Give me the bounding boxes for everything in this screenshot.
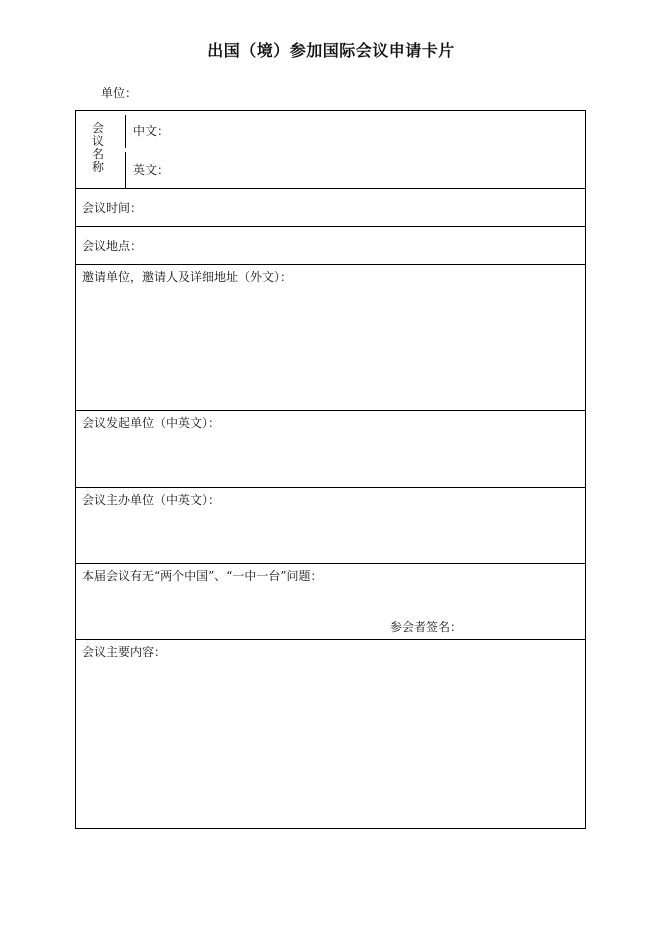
inviter-label: 邀请单位，邀请人及详细地址（外文）：: [82, 270, 293, 284]
inviter-row[interactable]: [76, 265, 585, 411]
page-title: 出国（境）参加国际会议申请卡片: [207, 41, 455, 60]
initiator-label: 会议发起单位（中英文）：: [82, 416, 221, 430]
side-char-1: 会: [92, 121, 105, 135]
side-char-3: 名: [92, 147, 105, 161]
meeting-location-row[interactable]: [76, 227, 585, 265]
main-content-row[interactable]: [76, 640, 585, 828]
meeting-name-divider: [125, 115, 126, 189]
meeting-location-label: 会议地点：: [82, 239, 143, 253]
meeting-time-row[interactable]: [76, 189, 585, 227]
two-china-label: 本届会议有无“两个中国”、“一中一台”问题：: [82, 569, 323, 583]
meeting-name-row: [76, 111, 585, 189]
side-char-2: 议: [92, 134, 105, 148]
side-char-4: 称: [92, 160, 105, 174]
initiator-row[interactable]: [76, 411, 585, 488]
meeting-time-label: 会议时间：: [82, 201, 143, 215]
two-china-row[interactable]: [76, 564, 585, 640]
signature-field[interactable]: 参会者签名：: [390, 620, 463, 634]
unit-label: 单位：: [101, 86, 138, 100]
english-name-field[interactable]: 英文：: [133, 163, 170, 177]
application-form: [75, 110, 586, 829]
host-row[interactable]: [76, 488, 585, 564]
main-content-label: 会议主要内容：: [82, 645, 167, 659]
meeting-name-side-label: [76, 111, 126, 189]
host-label: 会议主办单位（中英文）：: [82, 493, 221, 507]
divider-gap: [125, 148, 128, 152]
chinese-name-field[interactable]: 中文：: [133, 124, 170, 138]
